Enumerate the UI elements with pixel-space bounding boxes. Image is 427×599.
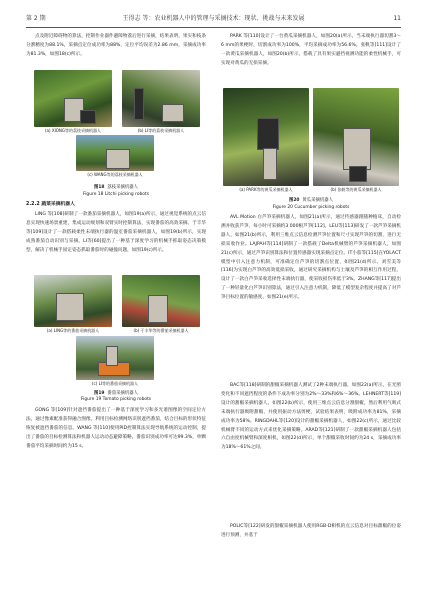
figure-18 [26,70,206,185]
paragraph: GONG 等[109]针对遮挡番茄提出了一种基于深度学习和多光谱图像的空间定位方法，通过像素配准获得融合图像，利用目标检测网络识别遮挡番茄，结合目标的形状特征恢复被遮挡番茄的信息。WANG 等[110]使用PID控制算法实现导航系统的运动控制，提出了番茄的目标检测算法和机器人运动动态避障策略，番茄识别成功率可达99.3%，单颗番茄平均采摘时间约为15 s。 [26,407,206,449]
figure-caption: (b) LI等的荔枝采摘机器人 [137,128,185,133]
figure-caption: (a) PARK等的黄瓜采摘机器人 [239,187,293,192]
left-column [26,33,206,469]
figure-title-en: Figure 20 Cucumber picking robots [272,204,350,210]
running-header [26,12,401,26]
paragraph: LING 等[108]研制了一款番茄采摘机器人，如图19(a)所示，通过视觉系统的点云信息实现快速场景重建，集成运动规划和双臂实时控制算法，实现番茄的高效采摘。于丰华等[109]设计了一款搭载柔性末端执行器的温室番茄采摘机器人，如图19(b)所示，实现成熟番茄自动识别与采摘。LI等[60]提出了一种基于深度学习的机械手抓取姿态决策模型，解决了机械手固定姿态抓取番茄时的碰撞问题，如图19(c)所示。 [26,211,206,253]
figure-caption: (b) 于丰华等的番茄采摘机器人 [133,327,189,333]
header-rule [26,27,401,28]
figure-19 [26,275,206,391]
paragraph: PARK 等[110]设计了一台黄瓜采摘机器人，如图20(a)所示，当末端执行器切割3～6 mm的果梗时，切割成功率为100%，平均采摘成功率为56.6%。张帆等[111]设计了一款黄瓜采摘机器人，如图20(b)所示，搭载了具有果实避挡视测功能的柔性机械手，可实现对黄瓜的无损采摘。 [221,34,401,66]
figure-caption: (c) WANG等的荔枝采摘机器人 [87,172,143,177]
figure-photo [122,70,200,127]
figure-18-title [26,185,206,198]
figure-photo [122,275,200,327]
figure-photo [313,88,399,186]
figure-caption: (b) 张帆等的黄瓜采摘机器人 [330,187,382,192]
figure-title-en: Figure 19 Tomato picking robots [80,397,152,403]
figure-20-title [221,198,401,211]
figure-20 [221,88,401,198]
figure-title-cn: 荔枝采摘机器人 [107,185,139,190]
figure-number: 图19 [93,390,105,396]
figure-title-en: Figure 18 Litchi picking robots [82,191,149,197]
figure-photo [76,135,154,171]
paragraph: BAC等[118]研制的甜椒采摘机器人测试了2种末端执行器，如图22(a)所示，在光照变化和不同遮挡程度的条件下成功率分别为2%～33%和6%～36%。LEHNERT等[119]设计的甜椒采摘机器人，如图22(b)所示，使用三维点云信息分割甜椒，然后利用气吸式末端执行器吸附甜椒，并使用振动方法剪梗，试验结果表明，吸附成功率为81%，采摘成功率为58%。RINGDAHL等[120]设计的甜椒采摘机器人，如图22(c)所示，通过比较机械臂不同的运动方式来优化采摘策略。ARAD等[121]研制了一款甜椒采摘机器人包括六自由度机械臂和深度相机，如图22(d)所示，单个甜椒采收时间约为24 s，采摘成功率为18%～61%之间。 [221,383,401,451]
figure-photo [76,336,154,380]
figure-photo [223,88,309,186]
figure-title-cn: 黄瓜采摘机器人 [302,198,334,203]
figure-caption: (c) LI等的番茄采摘机器人 [92,380,138,386]
figure-19-title [26,391,206,404]
running-title: 王得志 等：农业机器人中的管理与采摘技术：现状、挑战与未来发展 [122,15,305,22]
issue-number: 第 2 期 [26,15,46,22]
figure-photo [34,275,112,327]
figure-number: 图18 [93,185,105,190]
figure-photo [34,70,112,127]
right-column [221,33,401,541]
paragraph: AVL Motion 白芦笋采摘机器人，如图21(a)所示，通过传感器跟随种植床，自动检测并收获芦笋，每小时可采摘约3 000根芦笋[112]。LEU等[113]研发了一款芦笋采摘机器人，如图21(b)所示，利用三维点云信息检测芦笋位置和尺寸实现芦笋的切割，进行无损采收作业。LAJPAH等[114]研制了一款搭载了Delta机械臂的芦笋采摘机器人，如图21(c)所示，通过芦笋识别算法和位置传感器实现采摘点定位。IT小茄等[115]在YOLACT模型中引入注意力机制，可准确定位芦笋的切割点位置，如图21(d)所示。刘雪美等[116]为实现白芦笋的高效低损采收，通过研究采摘机构与土壤及芦笋的相互作用过程，设计了一款白芦笋采收选择性末端执行器，使采收损伤率低于3%。ZHANG等[117]提出了一种轻量化白芦笋识别算法，通过引入注意力机制，降低了模型复杂程度并提高了对芦笋目标位置的敏感度，如图21(e)所示。 [221,215,401,301]
figure-number: 图20 [288,198,300,203]
figure-caption: (a) LING等的番茄采摘机器人 [46,327,100,333]
paragraph: POLIC等[122]研发的甜椒采摘机器人使用RGB-D相机的点云信息对目标甜椒的位姿进行预测，并基于 [221,524,401,538]
section-heading: 2.2.2 蔬菜采摘机器人 [26,202,75,207]
paragraph: 点及附近障碍物的算法，控制作业器件避障物荔后进行采摘，结果表明，果实和枝条分割精度为88.1%，采摘点定位成功率为88%，定位平均误差为2.86 mm，采摘成功率为81.3%，如图18(c)所示。 [26,34,206,57]
figure-caption: (a) XIONG等的荔枝采摘机器人 [44,128,101,133]
figure-title-cn: 番茄采摘机器人 [107,390,139,396]
page-number: 11 [393,15,401,22]
